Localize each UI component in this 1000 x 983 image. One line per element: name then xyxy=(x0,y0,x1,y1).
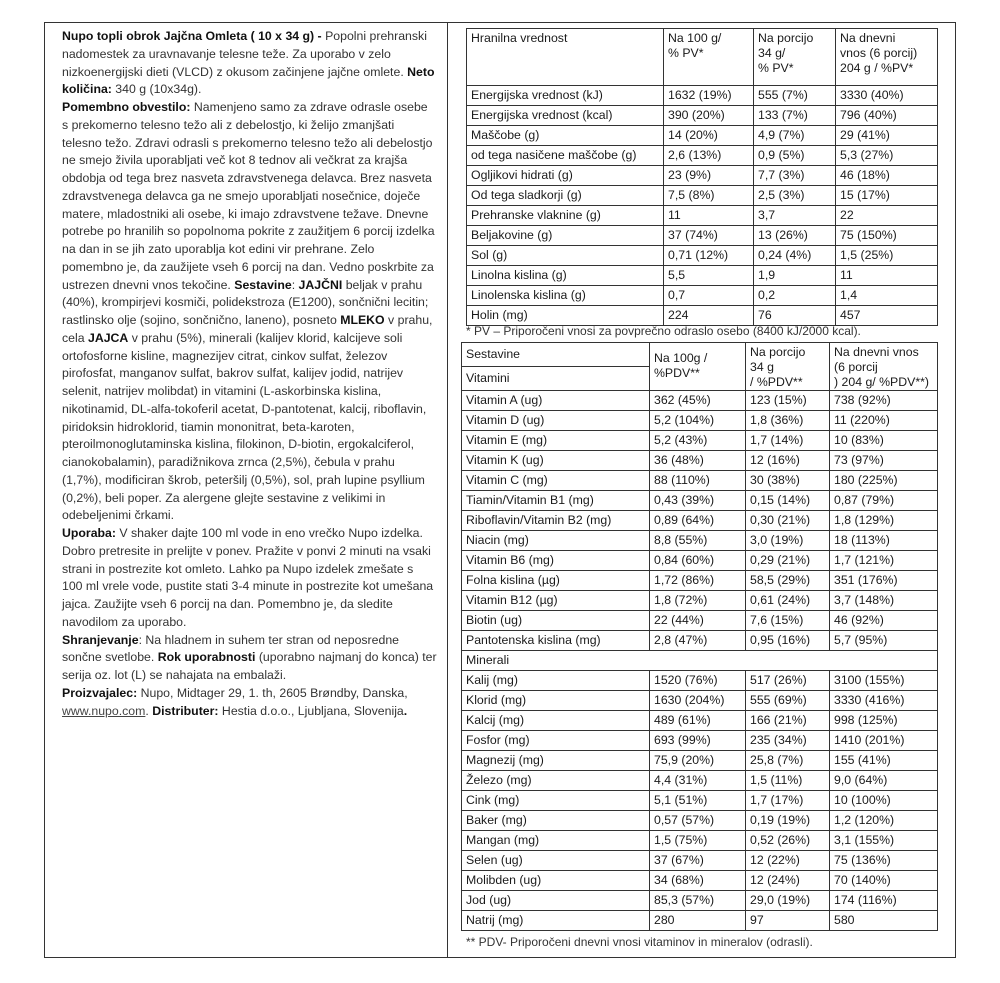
row-label: Magnezij (mg) xyxy=(462,751,650,771)
row-label: Železo (mg) xyxy=(462,771,650,791)
row-value: 4,4 (31%) xyxy=(650,771,746,791)
nutrition-row xyxy=(467,186,938,206)
row-value: 166 (21%) xyxy=(746,711,830,731)
description-paragraph xyxy=(62,28,437,720)
row-label: Kalcij (mg) xyxy=(462,711,650,731)
row-value: 3,0 (19%) xyxy=(746,531,830,551)
mineral-row xyxy=(462,691,938,711)
row-value: 1630 (204%) xyxy=(650,691,746,711)
row-value: 15 (17%) xyxy=(836,186,938,206)
row-label: Linolenska kislina (g) xyxy=(467,286,664,306)
row-value: 1,8 (129%) xyxy=(830,511,938,531)
minerals-section-label: Minerali xyxy=(462,651,938,671)
row-value: 8,8 (55%) xyxy=(650,531,746,551)
row-value: 580 xyxy=(830,911,938,931)
row-label: Maščobe (g) xyxy=(467,126,664,146)
row-label: Fosfor (mg) xyxy=(462,731,650,751)
row-value: 73 (97%) xyxy=(830,451,938,471)
nutrition-header-cell: Hranilna vrednost xyxy=(467,29,664,86)
row-value: 18 (113%) xyxy=(830,531,938,551)
product-description xyxy=(62,28,437,720)
nutrition-table xyxy=(466,28,938,326)
row-value: 1520 (76%) xyxy=(650,671,746,691)
row-value: 0,15 (14%) xyxy=(746,491,830,511)
mineral-row xyxy=(462,831,938,851)
row-value: 70 (140%) xyxy=(830,871,938,891)
final-dot: . xyxy=(403,703,408,718)
nutrition-row xyxy=(467,206,938,226)
mineral-row xyxy=(462,751,938,771)
row-value: 0,7 xyxy=(664,286,754,306)
row-value: 280 xyxy=(650,911,746,931)
row-label: Jod (ug) xyxy=(462,891,650,911)
expiry-text: (uporabno najmanj do konca) ter serija oz. lot (L) se nahajata na embalaži. xyxy=(62,650,437,682)
vitamin-row xyxy=(462,471,938,491)
ingredients-label: Sestavine xyxy=(234,277,292,292)
row-label: Cink (mg) xyxy=(462,791,650,811)
nutrition-row xyxy=(467,306,938,326)
row-label: Linolna kislina (g) xyxy=(467,266,664,286)
row-label: Energijska vrednost (kJ) xyxy=(467,86,664,106)
row-value: 5,2 (43%) xyxy=(650,431,746,451)
mineral-row xyxy=(462,811,938,831)
row-value: 555 (69%) xyxy=(746,691,830,711)
row-value: 2,6 (13%) xyxy=(664,146,754,166)
row-label: Vitamin D (ug) xyxy=(462,411,650,431)
row-label: Holin (mg) xyxy=(467,306,664,326)
nutrition-row xyxy=(467,126,938,146)
vitamins-section-label: Vitamini xyxy=(462,367,650,391)
row-label: Vitamin E (mg) xyxy=(462,431,650,451)
vitamin-row xyxy=(462,491,938,511)
row-value: 224 xyxy=(664,306,754,326)
row-value: 1,4 xyxy=(836,286,938,306)
row-value: 0,52 (26%) xyxy=(746,831,830,851)
row-value: 0,29 (21%) xyxy=(746,551,830,571)
row-value: 0,24 (4%) xyxy=(754,246,836,266)
row-value: 37 (67%) xyxy=(650,851,746,871)
nutrition-row xyxy=(467,166,938,186)
row-value: 5,3 (27%) xyxy=(836,146,938,166)
row-value: 3100 (155%) xyxy=(830,671,938,691)
row-value: 75,9 (20%) xyxy=(650,751,746,771)
row-value: 1,5 (25%) xyxy=(836,246,938,266)
nutrition-footnote: * PV – Priporočeni vnosi za povprečno odraslo osebo (8400 kJ/2000 kcal). xyxy=(466,324,861,338)
producer-label: Proizvajalec: xyxy=(62,685,138,700)
vitamin-row xyxy=(462,631,938,651)
row-value: 58,5 (29%) xyxy=(746,571,830,591)
row-label: Selen (ug) xyxy=(462,851,650,871)
allergen-milk: MLEKO xyxy=(340,313,385,327)
column-divider xyxy=(447,22,448,958)
producer-website-link[interactable]: www.nupo.com xyxy=(62,703,146,718)
vitamins-header-cell: Na porcijo 34 g / %PDV** xyxy=(746,343,830,391)
row-value: 235 (34%) xyxy=(746,731,830,751)
row-value: 555 (7%) xyxy=(754,86,836,106)
vitamin-row xyxy=(462,431,938,451)
row-value: 2,5 (3%) xyxy=(754,186,836,206)
row-value: 693 (99%) xyxy=(650,731,746,751)
mineral-row xyxy=(462,771,938,791)
nutrition-row xyxy=(467,286,938,306)
row-value: 1,8 (72%) xyxy=(650,591,746,611)
row-value: 0,61 (24%) xyxy=(746,591,830,611)
row-value: 0,43 (39%) xyxy=(650,491,746,511)
row-value: 30 (38%) xyxy=(746,471,830,491)
nutrition-header-cell: Na dnevni vnos (6 porcij) 204 g / %PV* xyxy=(836,29,938,86)
row-value: 3330 (416%) xyxy=(830,691,938,711)
row-value: 738 (92%) xyxy=(830,391,938,411)
net-quantity-value: 340 g (10x34g). xyxy=(111,82,202,97)
row-label: Vitamin B12 (µg) xyxy=(462,591,650,611)
nutrition-row xyxy=(467,246,938,266)
vitamin-row xyxy=(462,591,938,611)
row-label: Pantotenska kislina (mg) xyxy=(462,631,650,651)
row-value: 3,1 (155%) xyxy=(830,831,938,851)
row-value: 4,9 (7%) xyxy=(754,126,836,146)
row-value: 37 (74%) xyxy=(664,226,754,246)
ingredients-text: v prahu (5%), minerali (kalijev klorid, kalcijeve soli ortofosforne kisline, magnezijev citrat, cinkov sulfat, železov pirofosfat, manganov sulfat, bakrov sulfat, kalijev jodid, natrijev selenit, natrijev molibdat) in vitamini (L-askorbinska kislina, nikotinamid, DL-alfa-tokoferil acetat, D-pantotenat, kalcij, riboflavin, piridoksin hidroklorid, tiamin mononitrat, beta-karoten, pteroilmonoglutaminska kislina, filokinon, D-biotin, ergokalciferol, cianokobalamin), paradižnikova zrnca (2,5%), čebula v prahu (1,7%), modificiran škrob, peteršilj (0,5%), sol, prah lupine psyllium (0,2%), beli poper. Za alergene glejte sestavine z velikimi in odebeljenimi črkami. xyxy=(62,330,427,523)
row-label: Tiamin/Vitamin B1 (mg) xyxy=(462,491,650,511)
row-value: 1,72 (86%) xyxy=(650,571,746,591)
row-value: 29,0 (19%) xyxy=(746,891,830,911)
row-value: 11 xyxy=(836,266,938,286)
row-value: 174 (116%) xyxy=(830,891,938,911)
usage-label: Uporaba: xyxy=(62,526,116,540)
row-value: 0,30 (21%) xyxy=(746,511,830,531)
row-value: 0,89 (64%) xyxy=(650,511,746,531)
row-label: Folna kislina (µg) xyxy=(462,571,650,591)
storage-text: : Na hladnem in suhem ter stran od neposredne sončne svetlobe. xyxy=(62,632,400,665)
row-label: Riboflavin/Vitamin B2 (mg) xyxy=(462,511,650,531)
row-label: Vitamin K (ug) xyxy=(462,451,650,471)
row-value: 123 (15%) xyxy=(746,391,830,411)
row-value: 76 xyxy=(754,306,836,326)
vitamins-header-cell: Na dnevni vnos (6 porcij ) 204 g/ %PDV**) xyxy=(830,343,938,391)
row-value: 0,57 (57%) xyxy=(650,811,746,831)
row-value: 155 (41%) xyxy=(830,751,938,771)
nutrition-header-row xyxy=(467,29,938,86)
ingredients-text: v prahu, cela xyxy=(62,313,433,345)
mineral-row xyxy=(462,791,938,811)
row-label: Energijska vrednost (kcal) xyxy=(467,106,664,126)
row-value: 1,9 xyxy=(754,266,836,286)
vitamin-row xyxy=(462,571,938,591)
row-value: 22 (44%) xyxy=(650,611,746,631)
nutrition-header-cell: Na porcijo 34 g/ % PV* xyxy=(754,29,836,86)
vitamins-minerals-table xyxy=(461,342,938,931)
row-label: Od tega sladkorji (g) xyxy=(467,186,664,206)
row-value: 75 (136%) xyxy=(830,851,938,871)
vitamin-row xyxy=(462,411,938,431)
vitamin-row xyxy=(462,551,938,571)
row-label: Vitamin A (ug) xyxy=(462,391,650,411)
row-label: Molibden (ug) xyxy=(462,871,650,891)
vitamin-row xyxy=(462,451,938,471)
row-value: 1,7 (17%) xyxy=(746,791,830,811)
producer-text: Nupo, Midtager 29, 1. th, 2605 Brøndby, Danska, xyxy=(137,685,408,700)
mineral-row xyxy=(462,891,938,911)
row-value: 12 (16%) xyxy=(746,451,830,471)
row-value: 25,8 (7%) xyxy=(746,751,830,771)
product-intro: Popolni prehranski nadomestek za uravnavanje telesne teže. Za uporabo v zelo nizkoenergijski dieti (VLCD) z okusom začinjene jajčne omlete. xyxy=(62,29,427,79)
net-quantity-label: Neto količina: xyxy=(62,64,435,97)
row-value: 0,9 (5%) xyxy=(754,146,836,166)
row-value: 1632 (19%) xyxy=(664,86,754,106)
row-value: 517 (26%) xyxy=(746,671,830,691)
row-value: 0,84 (60%) xyxy=(650,551,746,571)
nutrition-row xyxy=(467,226,938,246)
row-value: 3330 (40%) xyxy=(836,86,938,106)
row-value: 10 (83%) xyxy=(830,431,938,451)
row-value: 2,8 (47%) xyxy=(650,631,746,651)
mineral-row xyxy=(462,911,938,931)
row-value: 5,5 xyxy=(664,266,754,286)
row-label: Ogljikovi hidrati (g) xyxy=(467,166,664,186)
row-value: 97 xyxy=(746,911,830,931)
row-value: 351 (176%) xyxy=(830,571,938,591)
row-value: 0,71 (12%) xyxy=(664,246,754,266)
row-value: 5,2 (104%) xyxy=(650,411,746,431)
row-value: 3,7 xyxy=(754,206,836,226)
row-value: 11 xyxy=(664,206,754,226)
row-value: 88 (110%) xyxy=(650,471,746,491)
row-value: 7,7 (3%) xyxy=(754,166,836,186)
row-label: Baker (mg) xyxy=(462,811,650,831)
row-value: 22 xyxy=(836,206,938,226)
row-label: Vitamin C (mg) xyxy=(462,471,650,491)
mineral-row xyxy=(462,711,938,731)
row-label: Natrij (mg) xyxy=(462,911,650,931)
row-value: 12 (24%) xyxy=(746,871,830,891)
vitamins-footnote: ** PDV- Priporočeni dnevni vnosi vitaminov in mineralov (odrasli). xyxy=(466,935,813,949)
row-value: 7,5 (8%) xyxy=(664,186,754,206)
ingredients-colon: : xyxy=(291,277,299,292)
mineral-row xyxy=(462,851,938,871)
distributor-text: Hestia d.o.o., Ljubljana, Slovenija xyxy=(218,703,404,718)
vitamin-row xyxy=(462,391,938,411)
mineral-row xyxy=(462,871,938,891)
distributor-label: Distributer: xyxy=(152,703,219,718)
row-value: 9,0 (64%) xyxy=(830,771,938,791)
mineral-row xyxy=(462,671,938,691)
row-value: 133 (7%) xyxy=(754,106,836,126)
row-value: 5,1 (51%) xyxy=(650,791,746,811)
row-value: 998 (125%) xyxy=(830,711,938,731)
row-value: 457 xyxy=(836,306,938,326)
row-value: 180 (225%) xyxy=(830,471,938,491)
row-value: 34 (68%) xyxy=(650,871,746,891)
vitamin-row xyxy=(462,611,938,631)
row-value: 390 (20%) xyxy=(664,106,754,126)
row-value: 12 (22%) xyxy=(746,851,830,871)
row-value: 1,7 (14%) xyxy=(746,431,830,451)
row-value: 10 (100%) xyxy=(830,791,938,811)
row-label: Vitamin B6 (mg) xyxy=(462,551,650,571)
row-value: 11 (220%) xyxy=(830,411,938,431)
allergen-egg: JAJCA xyxy=(87,330,129,345)
row-label: Niacin (mg) xyxy=(462,531,650,551)
row-value: 1,7 (121%) xyxy=(830,551,938,571)
row-value: 0,95 (16%) xyxy=(746,631,830,651)
row-label: Mangan (mg) xyxy=(462,831,650,851)
row-label: Sol (g) xyxy=(467,246,664,266)
row-value: 36 (48%) xyxy=(650,451,746,471)
row-value: 489 (61%) xyxy=(650,711,746,731)
nutrition-header-cell: Na 100 g/ % PV* xyxy=(664,29,754,86)
row-value: 23 (9%) xyxy=(664,166,754,186)
row-value: 7,6 (15%) xyxy=(746,611,830,631)
storage-label: Shranjevanje xyxy=(62,632,139,647)
product-title: Nupo topli obrok Jajčna Omleta ( 10 x 34 g) - xyxy=(62,29,322,43)
row-label: Beljakovine (g) xyxy=(467,226,664,246)
row-value: 13 (26%) xyxy=(754,226,836,246)
row-value: 0,2 xyxy=(754,286,836,306)
nutrition-row xyxy=(467,146,938,166)
row-value: 1,5 (75%) xyxy=(650,831,746,851)
ingredients-text: beljak v prahu (40%), krompirjevi kosmiči, polidekstroza (E1200), sončnični lecitin; rastlinsko olje (sojino, sončnično, laneno), posneto xyxy=(62,277,429,327)
row-value: 29 (41%) xyxy=(836,126,938,146)
vitamins-header-cell: Na 100g / %PDV** xyxy=(650,343,746,391)
row-value: 85,3 (57%) xyxy=(650,891,746,911)
row-value: 1,2 (120%) xyxy=(830,811,938,831)
ingredients-header-cell: Sestavine xyxy=(462,343,650,367)
row-value: 796 (40%) xyxy=(836,106,938,126)
row-label: Prehranske vlaknine (g) xyxy=(467,206,664,226)
warning-label: Pomembno obvestilo: xyxy=(62,100,191,114)
warning-text: Namenjeno samo za zdrave odrasle osebe s prekomerno telesno težo ali z debelostjo, ki želijo zmanjšati telesno težo. Zdravi odrasli s prekomerno telesno težo ali debelostjo ne smejo živila uporabljati več kot 8 tednov ali večkrat za krajša obdobja od tega brez nasveta zdravstvenega delavca. Brez nasveta zdravstvenega delavca ga ne smejo uporabljati nosečnice, doječe matere, mladostniki ali osebe, ki imajo zdravstvene težave. Dnevne potrebe po hranilih so popolnoma pokrite z zaužitjem 6 porcij izdelka na dan in se jih zato uporablja kot edini vir prehrane. Zelo pomembno je, da zaužijete vseh 6 porcij na dan. Vedno poskrbite za ustrezen dnevni vnos tekočine. xyxy=(62,100,435,292)
minerals-section-row xyxy=(462,651,938,671)
row-value: 362 (45%) xyxy=(650,391,746,411)
row-value: 3,7 (148%) xyxy=(830,591,938,611)
nutrition-row xyxy=(467,86,938,106)
usage-text: V shaker dajte 100 ml vode in eno vrečko Nupo izdelka. Dobro pretresite in prelijte v ponev. Pražite v ponvi 2 minuti na vsaki strani in postrezite kot omleto. Lahko pa Nupo izdelek zmešate s 100 ml vrele vode, pustite stati 3-4 minute in postrezite kot umešana jajca. Zaužijte vseh 6 porcij na dan. Pomembno je, da sledite navodilom za uporabo. xyxy=(62,526,434,629)
nutrition-row xyxy=(467,266,938,286)
row-label: Biotin (ug) xyxy=(462,611,650,631)
nutrition-row xyxy=(467,106,938,126)
row-value: 14 (20%) xyxy=(664,126,754,146)
row-value: 0,87 (79%) xyxy=(830,491,938,511)
row-label: od tega nasičene maščobe (g) xyxy=(467,146,664,166)
row-value: 46 (18%) xyxy=(836,166,938,186)
row-value: 0,19 (19%) xyxy=(746,811,830,831)
row-label: Klorid (mg) xyxy=(462,691,650,711)
row-value: 46 (92%) xyxy=(830,611,938,631)
expiry-label: Rok uporabnosti xyxy=(157,650,256,665)
row-value: 5,7 (95%) xyxy=(830,631,938,651)
row-value: 1,5 (11%) xyxy=(746,771,830,791)
row-label: Kalij (mg) xyxy=(462,671,650,691)
mineral-row xyxy=(462,731,938,751)
producer-dot: . xyxy=(145,703,153,718)
vitamin-row xyxy=(462,511,938,531)
row-value: 1410 (201%) xyxy=(830,731,938,751)
vitamin-row xyxy=(462,531,938,551)
allergen-egg: JAJČNI xyxy=(298,277,343,292)
row-value: 75 (150%) xyxy=(836,226,938,246)
row-value: 1,8 (36%) xyxy=(746,411,830,431)
vitamins-header-row xyxy=(462,343,938,367)
